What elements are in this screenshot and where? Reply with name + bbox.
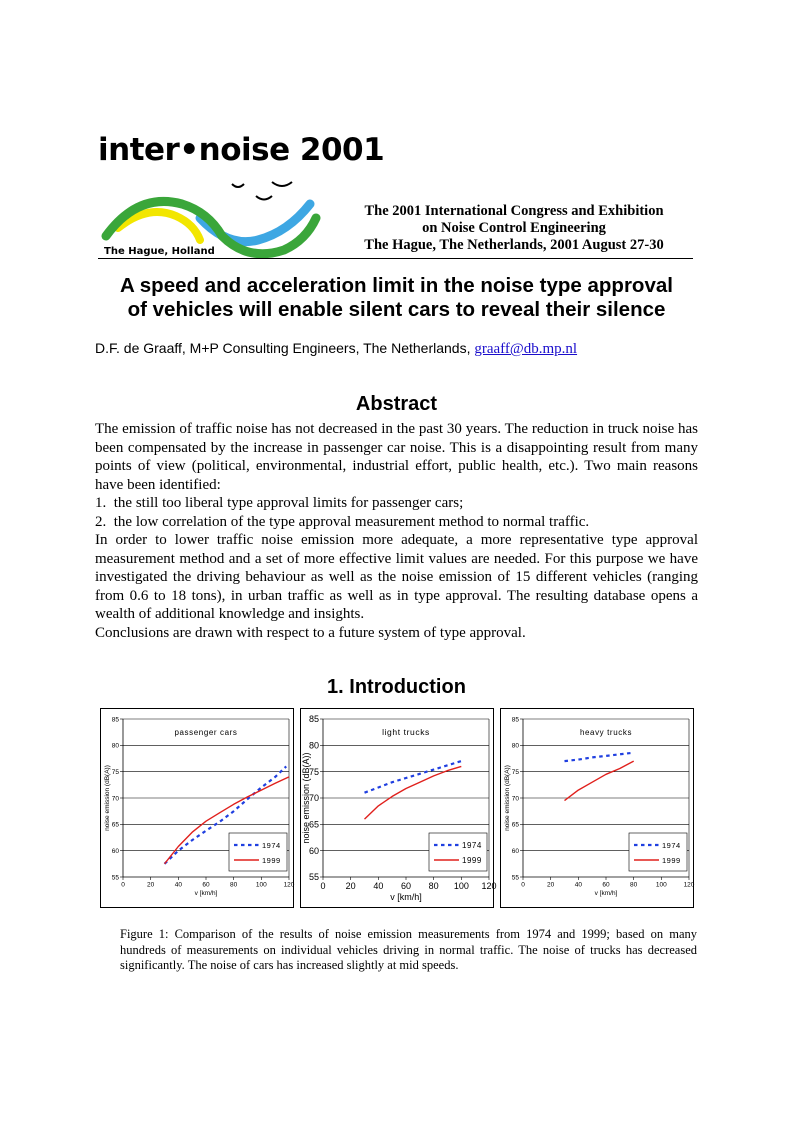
conference-logo [98,132,385,262]
x-tick-label: 60 [202,881,210,889]
y-tick-label: 75 [308,766,319,777]
abstract-body [95,420,698,642]
y-tick-label: 70 [111,795,119,803]
title-line-1: A speed and acceleration limit in the noise type approval [120,274,673,297]
x-tick-label: 40 [174,881,182,889]
series-line-1999 [365,766,462,819]
congress-line-3: The Hague, The Netherlands, 2001 August 27-30 [364,237,664,253]
x-tick-label: 60 [400,881,412,891]
legend-label: 1974 [462,841,482,850]
y-tick-label: 80 [111,742,119,750]
y-tick-label: 85 [308,714,319,725]
logo-smile-1 [232,184,244,187]
legend-box [629,833,687,871]
chart-svg [301,709,495,909]
x-tick-label: 120 [481,881,497,891]
paper-title [80,274,713,322]
y-tick-label: 75 [511,768,519,776]
figure-1 [100,708,696,910]
x-tick-label: 0 [121,881,125,889]
logo-waves-graphic [98,132,338,262]
x-tick-label: 60 [602,881,610,889]
chart-panel-passenger-cars [100,708,294,908]
y-tick-label: 70 [511,795,519,803]
x-tick-label: 80 [230,881,238,889]
author-line [95,340,577,358]
y-tick-label: 60 [511,847,519,855]
series-line-1974 [565,753,634,761]
chart-panel-heavy-trucks [500,708,694,908]
legend-label: 1974 [662,841,681,850]
legend-box [229,833,287,871]
introduction-heading: 1. Introduction [327,676,466,698]
series-line-1974 [365,761,462,793]
y-tick-label: 65 [511,821,519,829]
logo-smile-2 [256,196,272,200]
chart-svg [101,709,295,909]
congress-line-1: The 2001 International Congress and Exhibition [364,203,664,219]
y-tick-label: 85 [511,716,519,724]
legend-box [429,833,487,871]
y-axis-label: noise emission (dB(A)) [301,752,311,844]
x-tick-label: 20 [345,881,356,891]
x-tick-label: 0 [320,881,326,891]
series-line-1999 [565,761,634,801]
y-tick-label: 55 [111,874,119,882]
chart-svg [501,709,695,909]
author-name: D.F. de Graaff, M+P Consulting Engineers, The Netherlands, [95,340,471,356]
legend-label: 1999 [262,856,281,865]
x-axis-label: v [km/h] [390,892,422,902]
logo-city: The Hague, Holland [104,246,215,257]
x-tick-label: 80 [428,881,439,891]
y-tick-label: 55 [308,872,319,883]
abstract-list-item: 2. the low correlation of the type approval measurement method to normal traffic. [95,513,590,530]
y-tick-label: 80 [308,740,319,751]
legend-label: 1974 [262,841,281,850]
chart-panel-light-trucks [300,708,497,908]
logo-text: inter•noise 2001 [98,132,385,168]
x-tick-label: 40 [574,881,582,889]
y-tick-label: 75 [111,768,119,776]
abstract-paragraph: The emission of traffic noise has not decreased in the past 30 years. The reduction in truck noise has been compensated by the increase in passenger car noise. This is a disappointing result from many points of view (political, environmental, industrial effort, public health, etc.). Two main reasons have been identified: [95,421,698,493]
legend-label: 1999 [462,856,482,865]
y-tick-label: 65 [111,821,119,829]
abstract-paragraph: In order to lower traffic noise emission more adequate, a more representative type approval measurement method and a set of more effective limit values are needed. For this purpose we have investigated the driving behaviour as well as the noise emission of 15 different vehicles (ranging from 0.6 to 18 tons), in urban traffic as well as in type approval. The resulting database opens a wealth of additional knowledge and insights. [95,532,698,622]
y-tick-label: 80 [511,742,519,750]
y-tick-label: 65 [308,819,319,830]
y-tick-label: 55 [511,874,519,882]
abstract-paragraph: Conclusions are drawn with respect to a future system of type approval. [95,624,526,641]
y-axis-label: noise emission (dB(A)) [104,765,111,831]
x-tick-label: 80 [630,881,638,889]
y-tick-label: 60 [111,847,119,855]
header-divider [98,258,693,259]
y-tick-label: 70 [308,793,319,804]
x-axis-label: v [km/h] [594,890,618,897]
logo-smile-3 [272,182,292,186]
title-line-2: of vehicles will enable silent cars to reveal their silence [127,298,666,321]
y-tick-label: 60 [308,845,319,856]
legend-label: 1999 [662,856,681,865]
x-tick-label: 100 [453,881,469,891]
x-tick-label: 120 [283,881,295,889]
chart-title: light trucks [382,727,430,737]
x-tick-label: 120 [683,881,695,889]
chart-title: heavy trucks [579,728,633,737]
congress-line-2: on Noise Control Engineering [422,220,606,236]
y-axis-label: noise emission (dB(A)) [504,765,511,831]
x-tick-label: 20 [547,881,555,889]
x-tick-label: 20 [147,881,155,889]
x-axis-label: v [km/h] [194,890,218,897]
author-email-link[interactable]: graaff@db.mp.nl [474,341,578,357]
x-tick-label: 40 [373,881,384,891]
abstract-heading: Abstract [355,393,438,415]
chart-title: passenger cars [174,728,238,737]
x-tick-label: 0 [521,881,525,889]
abstract-list-item: 1. the still too liberal type approval limits for passenger cars; [95,495,464,511]
x-tick-label: 100 [255,881,267,889]
x-tick-label: 100 [655,881,667,889]
congress-info [338,203,690,254]
y-tick-label: 85 [111,716,119,724]
figure-caption: Figure 1: Comparison of the results of noise emission measurements from 1974 and 1999; based on many hundreds of measurements on individual vehicles driving in normal traffic. The noise of trucks has decreased significantly. The noise of cars has increased slightly at mid speeds. [120,927,697,972]
